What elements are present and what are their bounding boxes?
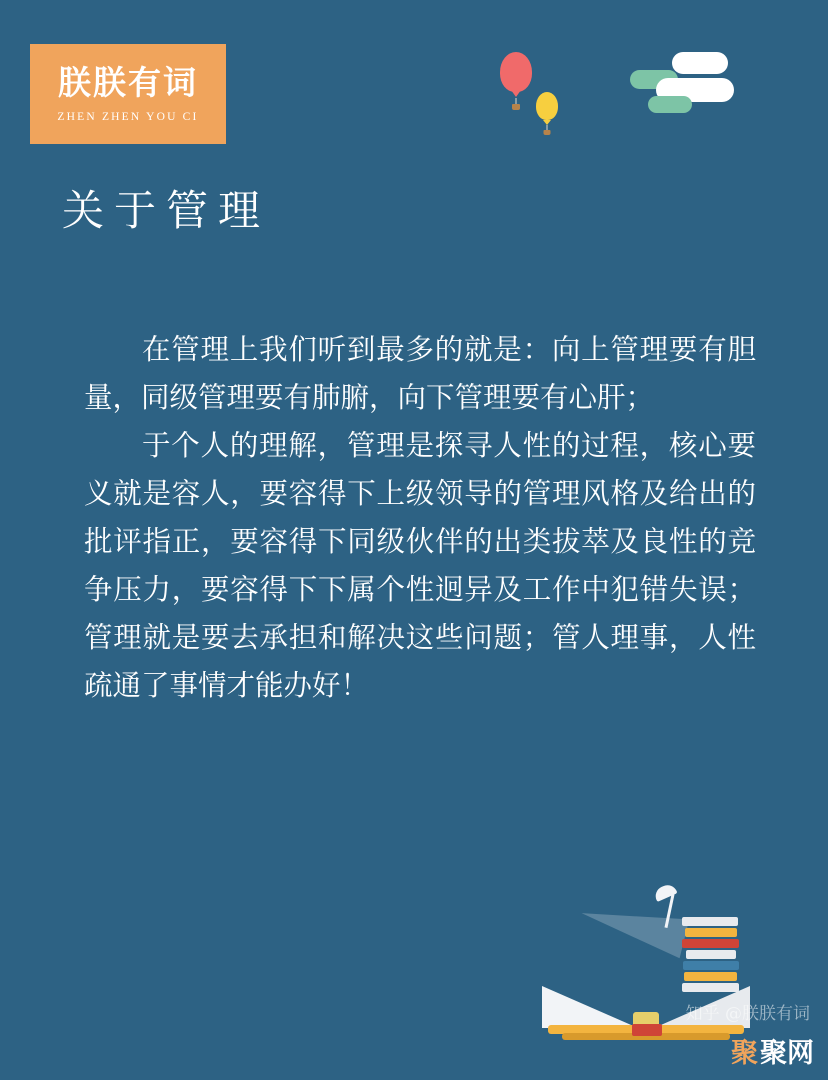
- open-book-bookmark: [632, 1024, 662, 1036]
- balloon-basket: [544, 130, 551, 135]
- stacked-book: [682, 939, 739, 948]
- open-book-left-page: [542, 986, 638, 1028]
- zhihu-watermark: 知乎 @朕朕有词: [685, 1004, 810, 1024]
- site-watermark: [731, 1031, 814, 1070]
- article-paragraph: 在管理上我们听到最多的就是：向上管理要有胆量，同级管理要有肺腑，向下管理要有心肝；: [84, 333, 756, 414]
- stacked-book: [685, 928, 737, 937]
- site-watermark-rest: 聚网: [760, 1038, 814, 1069]
- stacked-book: [684, 972, 737, 981]
- desk-lamp-icon: [653, 882, 678, 902]
- brand-logo-main-text: 朕朕有词: [58, 63, 198, 103]
- page-title: 关于管理: [62, 186, 271, 235]
- site-watermark-first-char: 聚: [731, 1038, 758, 1069]
- cloud-white-icon: [672, 52, 728, 74]
- balloon-basket: [512, 104, 520, 110]
- hot-air-balloon-yellow-icon: [536, 92, 558, 120]
- balloon-envelope: [500, 52, 532, 92]
- stacked-book: [682, 917, 738, 926]
- brand-logo-badge: [30, 44, 226, 144]
- brand-logo-subtitle: ZHEN ZHEN YOU CI: [57, 110, 199, 123]
- article-paragraph: 于个人的理解，管理是探寻人性的过程，核心要义就是容人，要容得下上级领导的管理风格及给出的批评指正，要容得下同级伙伴的出类拔萃及良性的竞争压力，要容得下下属个性迥异及工作中犯错失误；管理就是要去承担和解决这些问题；管人理事，人性疏通了事情才能办好！: [84, 429, 756, 702]
- stacked-book: [683, 961, 739, 970]
- balloon-envelope: [536, 92, 558, 120]
- book-stack-icon: [682, 917, 740, 994]
- stacked-book: [686, 950, 736, 959]
- cloud-green-icon: [648, 96, 692, 113]
- cloud-icon-group: [630, 52, 740, 130]
- article-body: [84, 326, 756, 710]
- hot-air-balloon-red-icon: [500, 52, 532, 92]
- hot-air-balloon-icon-group: [500, 52, 610, 142]
